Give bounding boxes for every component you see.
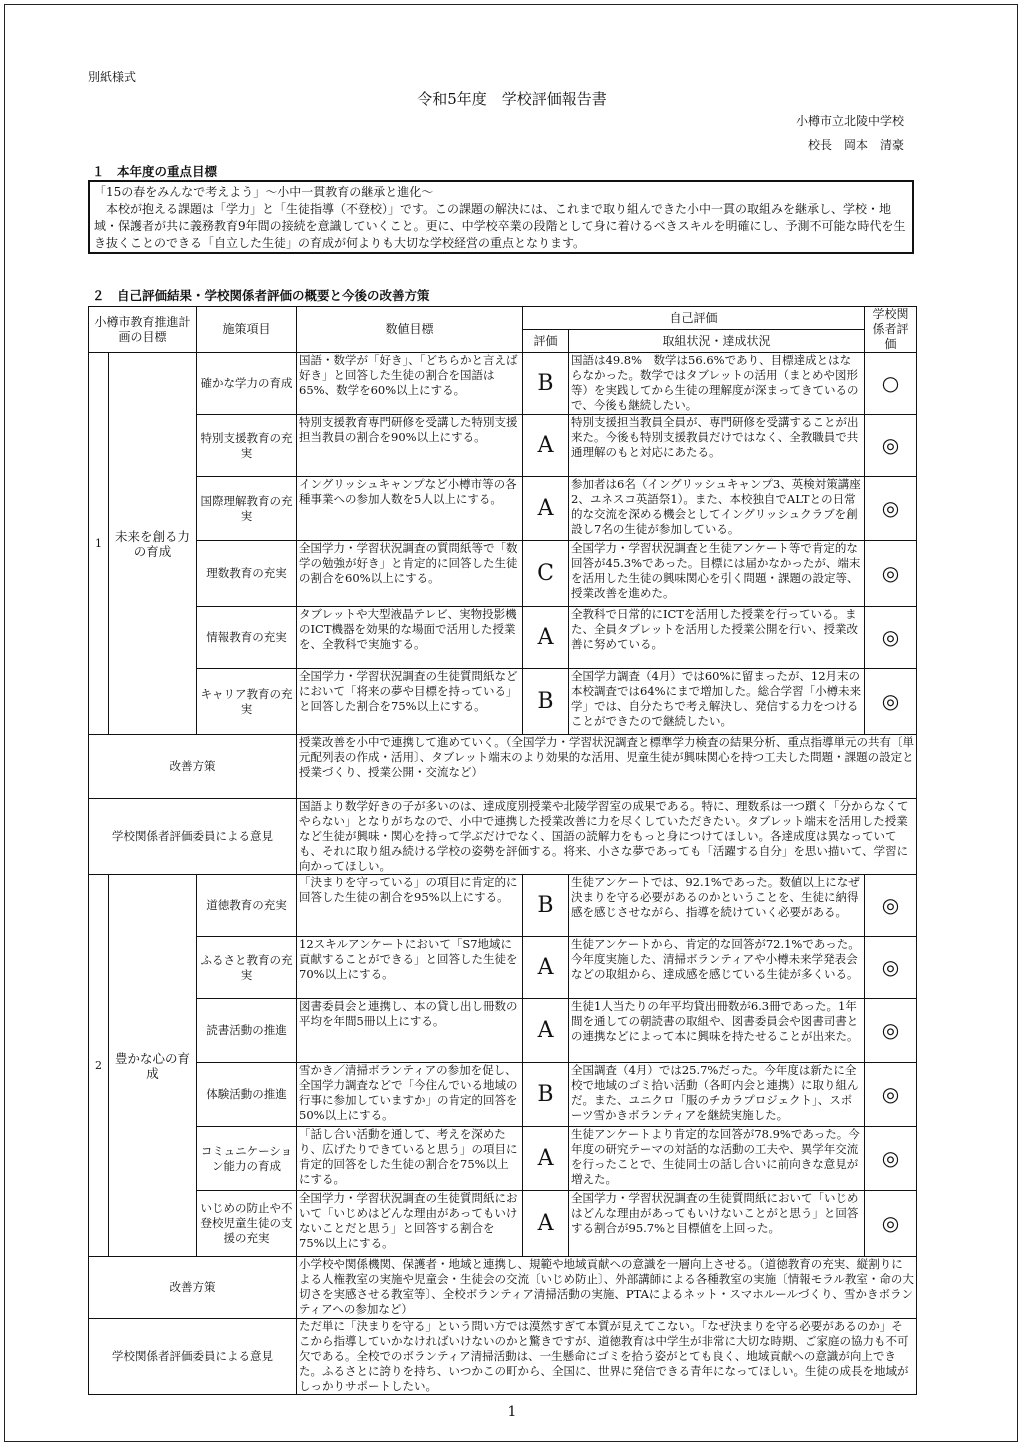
header-plan-goal: 小樽市教育推進計画の目標: [89, 307, 197, 353]
opinion-text: 国語より数学好きの子が多いのは、達成度別授業や北陵学習室の成果である。特に、理数系は一つ躓く「分からなくてやらない」となりがちなので、小中で連携した授業改善に力を尽くしていただきたい。タブレット端末を活用した授業など生徒が興味・関心を持って学ぶだけでなく、国語の読解力をもっと身につけてほしい。各達成度は異なっていても、それに取り組み続ける学校の姿勢を評価する。将来、小さな夢であっても「活躍する自分」を思い描いて、学習に向かってほしい。: [297, 799, 917, 875]
measure-cell: いじめの防止や不登校児童生徒の支援の充実: [197, 1191, 297, 1257]
target-cell: 全国学力・学習状況調査の生徒質問紙などにおいて「将来の夢や目標を持っている」と回答した割合を75%以上にする。: [297, 669, 523, 735]
stakeholder-eval-cell: ◎: [865, 1127, 917, 1191]
stakeholder-eval-cell: ◎: [865, 999, 917, 1063]
opinion-label: 学校関係者評価委員による意見: [89, 799, 297, 875]
table-row: [89, 353, 917, 415]
table-row: [89, 875, 917, 937]
opinion-row: [89, 799, 917, 875]
measure-cell: 理数教育の充実: [197, 541, 297, 607]
status-cell: 生徒1人当たりの年平均貸出冊数が6.3冊であった。1年間を通しての朝読書の取組や、図書委員会や図書司書との連携などによって本に興味を持たせることが出来た。: [569, 999, 865, 1063]
table-row: [89, 669, 917, 735]
status-cell: 生徒アンケートから、肯定的な回答が72.1%であった。今年度実施した、清掃ボランティアや小樽未来学発表会などの取組から、達成感を感じている生徒が多くいる。: [569, 937, 865, 999]
stakeholder-eval-cell: ◎: [865, 1191, 917, 1257]
table-row: [89, 1063, 917, 1127]
goal-name: 未来を創る力の育成: [109, 353, 197, 735]
stakeholder-eval-cell: ◎: [865, 415, 917, 477]
target-cell: 全国学力・学習状況調査の生徒質問紙において「いじめはどんな理由があってもいけないことだと思う」と回答する割合を75%以上にする。: [297, 1191, 523, 1257]
table-row: [89, 415, 917, 477]
stakeholder-eval-cell: ◎: [865, 541, 917, 607]
status-cell: 全教科で日常的にICTを活用した授業を行っている。また、全員タブレットを活用した授業公開を行い、授業改善に努めている。: [569, 607, 865, 669]
measure-cell: 読書活動の推進: [197, 999, 297, 1063]
header-grade: 評価: [523, 330, 569, 353]
school-name: 小樽市立北陵中学校: [795, 114, 904, 128]
target-cell: 図書委員会と連携し、本の貸し出し冊数の平均を年間5冊以上にする。: [297, 999, 523, 1063]
header-stakeholder: 学校関係者評価: [865, 307, 917, 353]
principal-name: 校長 岡本 清豪: [807, 138, 904, 152]
form-label: 別紙様式: [88, 70, 137, 84]
measure-cell: 体験活動の推進: [197, 1063, 297, 1127]
stakeholder-eval-cell: ◎: [865, 875, 917, 937]
stakeholder-eval-cell: ◎: [865, 937, 917, 999]
measure-cell: 確かな学力の育成: [197, 353, 297, 415]
target-cell: 特別支援教育専門研修を受講した特別支援担当教員の割合を90%以上にする。: [297, 415, 523, 477]
grade-cell: A: [523, 415, 569, 477]
priority-goal-box: [88, 180, 914, 254]
status-cell: 特別支援担当教員全員が、専門研修を受講することが出来た。今後も特別支援教員だけではなく、全教職員で共通理解のもと対応にあたる。: [569, 415, 865, 477]
target-cell: 雪かき／清掃ボランティアの参加を促し、全国学力調査などで「今住んでいる地域の行事に参加していますか」の肯定的回答を50%以上にする。: [297, 1063, 523, 1127]
grade-cell: A: [523, 1127, 569, 1191]
priority-slogan: 「15の春をみんなで考えよう」～小中一貫教育の継承と進化～: [94, 185, 434, 199]
status-cell: 全国学力調査（4月）では60%に留まったが、12月末の本校調査では64%にまで増加した。総合学習「小樽未来学」では、自分たちで考え解決し、発信する力をつけることができたので継続したい。: [569, 669, 865, 735]
priority-body: 本校が抱える課題は「学力」と「生徒指導（不登校）」です。この課題の解決には、これまで取り組んできた小中一貫の取組みを継承し、学校・地域・保護者が共に義務教育9年間の接続を意識していくこと。更に、中学校卒業の段階として身に着けるべきスキルを明確にし、予測不可能な時代を生き抜くことのできる「自立した生徒」の育成が何よりも大切な学校経営の重点となります。: [94, 202, 906, 250]
grade-cell: A: [523, 607, 569, 669]
stakeholder-eval-cell: ◎: [865, 1063, 917, 1127]
grade-cell: B: [523, 353, 569, 415]
table-row: [89, 541, 917, 607]
opinion-row: [89, 1319, 917, 1395]
table-row: [89, 1191, 917, 1257]
opinion-label: 学校関係者評価委員による意見: [89, 1319, 297, 1395]
status-cell: 参加者は6名（イングリッシュキャンプ3、英検対策講座2、ユネスコ英語祭1）。また、本校独自でALTとの日常的な交流を深める機会としてイングリッシュクラブを創設し7名の生徒が参加している。: [569, 477, 865, 541]
measure-cell: 道徳教育の充実: [197, 875, 297, 937]
target-cell: イングリッシュキャンプなど小樽市等の各種事業への参加人数を5人以上にする。: [297, 477, 523, 541]
table-row: [89, 607, 917, 669]
measure-cell: コミュニケーション能力の育成: [197, 1127, 297, 1191]
status-cell: 全国調査（4月）では25.7%だった。今年度は新たに全校で地域のゴミ拾い活動（各町内会と連携）に取り組んだ。また、ユニクロ「服のチカラプロジェクト」、スポーツ雪かきボランティアを継続実施した。: [569, 1063, 865, 1127]
header-measure: 施策項目: [197, 307, 297, 353]
goal-name: 豊かな心の育成: [109, 875, 197, 1257]
measure-cell: 情報教育の充実: [197, 607, 297, 669]
improvement-text: 授業改善を小中で連携して進めていく。（全国学力・学習状況調査と標準学力検査の結果分析、重点指導単元の共有〔単元配列表の作成・活用〕、タブレット端末のより効果的な活用、児童生徒が興味関心を持つ工夫した問題・課題の設定と授業づくり、授業公開・交流など）: [297, 735, 917, 799]
document-title: 令和5年度 学校評価報告書: [417, 90, 607, 108]
section1-heading: １ 本年度の重点目標: [92, 164, 218, 179]
grade-cell: A: [523, 937, 569, 999]
status-cell: 生徒アンケートでは、92.1%であった。数値以上になぜ決まりを守る必要があるのかということを、生徒に納得感を感じさせながら、指導を続けていく必要がある。: [569, 875, 865, 937]
target-cell: 12スキルアンケートにおいて「S7地域に貢献することができる」と回答した生徒を70%以上にする。: [297, 937, 523, 999]
header-self-eval: 自己評価: [523, 307, 865, 330]
measure-cell: 特別支援教育の充実: [197, 415, 297, 477]
target-cell: 「決まりを守っている」の項目に肯定的に回答した生徒の割合を95%以上にする。: [297, 875, 523, 937]
target-cell: タブレットや大型液晶テレビ、実物投影機のICT機器を効果的な場面で活用した授業を、全教科で実施する。: [297, 607, 523, 669]
page-number: 1: [507, 1404, 517, 1420]
table-row: [89, 1127, 917, 1191]
stakeholder-eval-cell: ◎: [865, 477, 917, 541]
header-target: 数値目標: [297, 307, 523, 353]
grade-cell: B: [523, 669, 569, 735]
opinion-text: ただ単に「決まりを守る」という問い方では漠然すぎて本質が見えてこない。「なぜ決まりを守る必要があるのか」そこから指導していかなければいけないのかと驚きですが、道徳教育は中学生が非常に大切な時期、ご家庭の協力も不可欠である。全校でのボランティア清掃活動は、一生懸命にゴミを拾う姿がとても良く、地域貢献への意識が向上できた。ふるさとに誇りを持ち、いつかこの町から、全国に、世界に発信できる青年になってほしい。生徒の成長を地域がしっかりサポートしたい。: [297, 1319, 917, 1395]
grade-cell: A: [523, 477, 569, 541]
measure-cell: キャリア教育の充実: [197, 669, 297, 735]
grade-cell: B: [523, 875, 569, 937]
improvement-row: [89, 735, 917, 799]
table-row: [89, 477, 917, 541]
evaluation-table: [88, 306, 917, 1395]
status-cell: 全国学力・学習状況調査と生徒アンケート等で肯定的な回答が45.3%であった。目標には届かなかったが、端末を活用した生徒の興味関心を引く問題・課題の設定等、授業改善を進めた。: [569, 541, 865, 607]
goal-number: 1: [89, 353, 109, 735]
measure-cell: ふるさと教育の充実: [197, 937, 297, 999]
grade-cell: B: [523, 1063, 569, 1127]
status-cell: 国語は49.8% 数学は56.6%であり、目標達成とはならなかった。数学ではタブレットの活用（まとめや図形等）を実践してから生徒の理解度が深まってきているので、今後も継続したい。: [569, 353, 865, 415]
target-cell: 全国学力・学習状況調査の質問紙等で「数学の勉強が好き」と肯定的に回答した生徒の割合を60%以上にする。: [297, 541, 523, 607]
measure-cell: 国際理解教育の充実: [197, 477, 297, 541]
grade-cell: C: [523, 541, 569, 607]
section2-heading: ２ 自己評価結果・学校関係者評価の概要と今後の改善方策: [92, 288, 430, 303]
header-status: 取組状況・達成状況: [569, 330, 865, 353]
goal-number: 2: [89, 875, 109, 1257]
grade-cell: A: [523, 1191, 569, 1257]
improvement-row: [89, 1257, 917, 1319]
status-cell: 生徒アンケートより肯定的な回答が78.9%であった。今年度の研究テーマの対話的な活動の工夫や、異学年交流を行ったことで、生徒同士の話し合いに前向きな意見が増えた。: [569, 1127, 865, 1191]
stakeholder-eval-cell: ◎: [865, 669, 917, 735]
improvement-label: 改善方策: [89, 735, 297, 799]
stakeholder-eval-cell: ○: [865, 353, 917, 415]
status-cell: 全国学力・学習状況調査の生徒質問紙において「いじめはどんな理由があってもいけないことがと思う」と回答する割合が95.7%と目標値を上回った。: [569, 1191, 865, 1257]
table-row: [89, 999, 917, 1063]
target-cell: 「話し合い活動を通して、考えを深めたり、広げたりできていると思う」の項目に肯定的回答をした生徒の割合を75%以上にする。: [297, 1127, 523, 1191]
table-row: [89, 937, 917, 999]
improvement-label: 改善方策: [89, 1257, 297, 1319]
grade-cell: A: [523, 999, 569, 1063]
target-cell: 国語・数学が「好き」、「どちらかと言えば好き」と回答した生徒の割合を国語は65%、数学を60%以上にする。: [297, 353, 523, 415]
stakeholder-eval-cell: ◎: [865, 607, 917, 669]
improvement-text: 小学校や関係機関、保護者・地域と連携し、規範や地域貢献への意識を一層向上させる。（道徳教育の充実、縦割りによる人権教室の実施や児童会・生徒会の交流〔いじめ防止〕、外部講師による各種教室の実施〔情報モラル教室・命の大切さを実感させる教室等〕、全校ボランティア清掃活動の実施、PTAによるネット・スマホルールづくり、雪かきボランティアへの参加など）: [297, 1257, 917, 1319]
